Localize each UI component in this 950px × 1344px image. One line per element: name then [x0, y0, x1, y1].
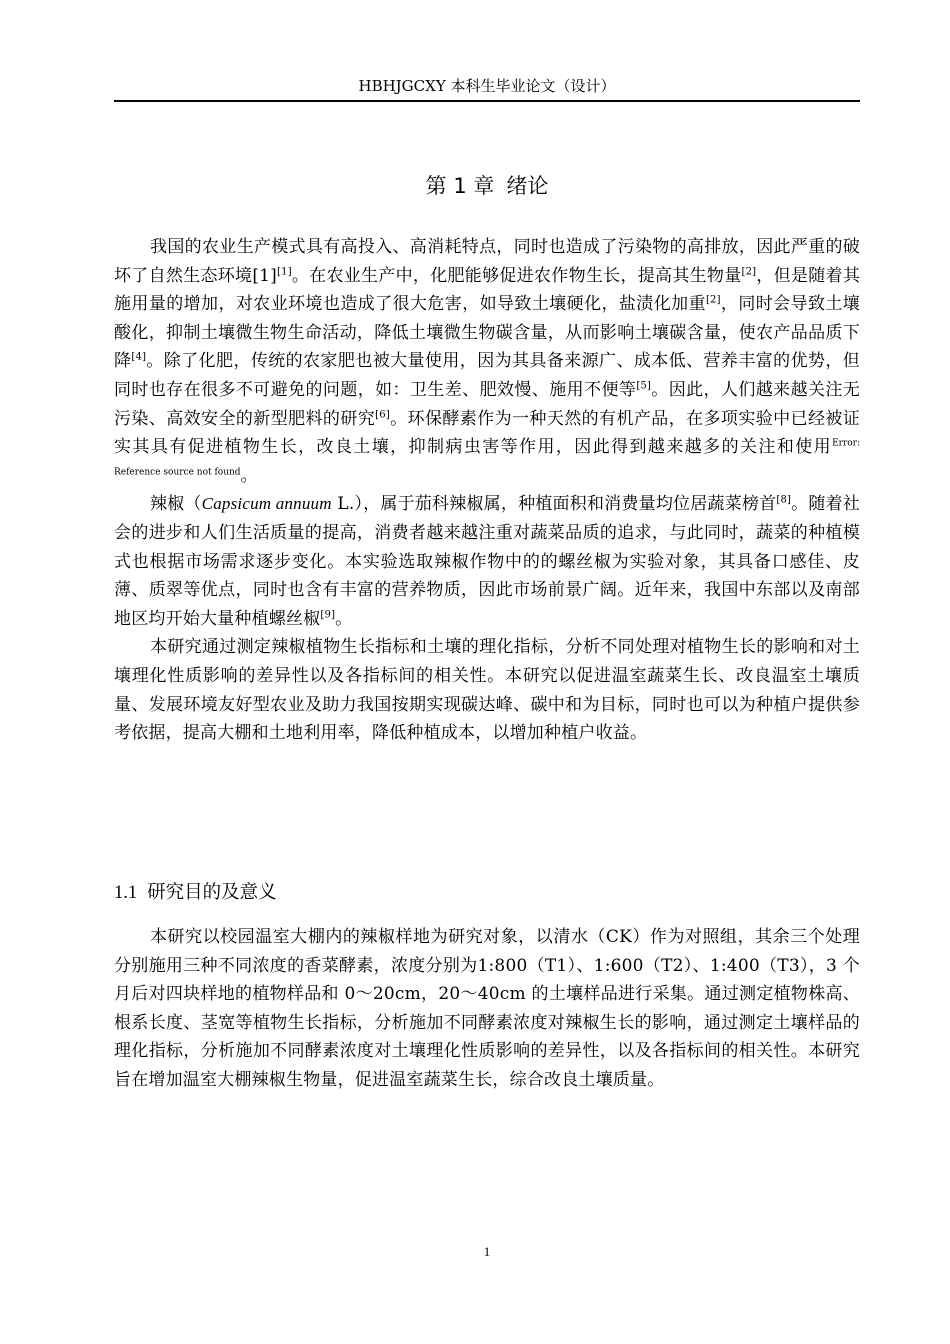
section-body	[114, 923, 860, 1095]
paragraph-3: 本研究通过测定辣椒植物生长指标和土壤的理化指标，分析不同处理对植物生长的影响和对土壤理化性质影响的差异性以及各指标间的相关性。本研究以促进温室蔬菜生长、改良温室土壤质量、发展环境友好型农业及助力我国按期实现碳达峰、碳中和为目标，同时也可以为种植户提供参考依据，提高大棚和土地利用率，降低种植成本，以增加种植户收益。	[114, 637, 860, 744]
text-run: 。随着社会的进步和人们生活质量的提高，消费者越来越注重对蔬菜品质的追求，与此同时，蔬菜的种植模式也根据市场需求逐步变化。本实验选取辣椒作物中的的螺丝椒为实验对象，其具备口感佳、皮薄、质翠等优点，同时也含有丰富的营养物质，因此市场前景广阔。近年来，我国中东部以及南部地区均开始大量种植螺丝椒	[114, 494, 860, 629]
chapter-title	[114, 172, 860, 200]
citation: [4]	[131, 351, 147, 363]
citation: [2]	[741, 265, 757, 277]
text-run: ，同时会导致土壤酸化，抑制土壤微生物生命活动，降低土壤微生物碳含量，从而影响土壤碳含量，使农产品品质下降	[114, 294, 860, 372]
text-run: 。环保酵素作为一种天然的有机产品，在多项实验中已经被证实其具有促进植物生长，改良土壤，抑制病虫害等作用，因此得到越来越多的关注和使用	[114, 408, 860, 458]
citation: [8]	[776, 494, 792, 506]
citation: [1]	[277, 265, 292, 277]
chapter-name: 绪论	[506, 174, 549, 198]
paragraph-4: 本研究以校园温室大棚内的辣椒样地为研究对象，以清水（CK）作为对照组，其余三个处理分别施用三种不同浓度的香菜酵素，浓度分别为1:800（T1）、1:600（T2）、1:400（T3），3 个月后对四块样地的植物样品和 0～20cm，20～40cm 的土壤样品进行采集。通过测定植物株高、根系长度、茎宽等植物生长指标，分析施加不同酵素浓度对辣椒生长的影响，通过测定土壤样品的理化指标，分析施加不同酵素浓度对土壤理化性质影响的差异性，以及各指标间的相关性。本研究旨在增加温室大棚辣椒生物量，促进温室蔬菜生长，综合改良土壤质量。	[114, 927, 860, 1090]
paragraph-2	[114, 490, 860, 633]
text-run: 。	[335, 608, 353, 629]
citation: [5]	[636, 380, 652, 392]
page-number: 1	[483, 1244, 491, 1259]
citation: [2]	[705, 294, 721, 306]
text-run: 。因此，人们越来越关注无污染、高效安全的新型肥料的研究	[114, 379, 860, 429]
paragraph-1	[114, 233, 860, 490]
text-run: 辣椒（	[150, 494, 202, 515]
section-name: 研究目的及意义	[147, 882, 277, 903]
citation: [9]	[320, 609, 336, 621]
latin-name: Capsicum annuum	[201, 494, 332, 514]
text-run: 。	[240, 465, 258, 486]
text-run: 。在农业生产中，化肥能够促进农作物生长，提高其生物量	[291, 265, 742, 286]
running-header: HBHJGCXY 本科生毕业论文（设计）	[358, 77, 616, 95]
header-rule	[114, 100, 860, 102]
chapter-number: 第 1 章	[425, 174, 495, 198]
text-run: L.），属于茄科辣椒属，种植面积和消费量均位居蔬菜榜首	[331, 494, 777, 515]
section-number: 1.1	[114, 883, 138, 903]
text-run: 。除了化肥，传统的农家肥也被大量使用，因为其具备来源广、成本低、营养丰富的优势，但同时也存在很多不可避免的问题，如：卫生差、肥效慢、施用不便等	[114, 351, 861, 400]
text-run: ，但是随着其施用量的增加，对农业环境也造成了很大危害，如导致土壤硬化，盐渍化加重	[114, 265, 861, 315]
citation: [6]	[375, 408, 390, 420]
reference-error: Error: Reference source not found	[114, 438, 860, 478]
text-run: 我国的农业生产模式具有高投入、高消耗特点，同时也造成了污染物的高排放，因此严重的破坏了自然生态环境[1]	[114, 237, 860, 286]
section-title	[114, 880, 860, 906]
intro-body	[114, 233, 860, 748]
